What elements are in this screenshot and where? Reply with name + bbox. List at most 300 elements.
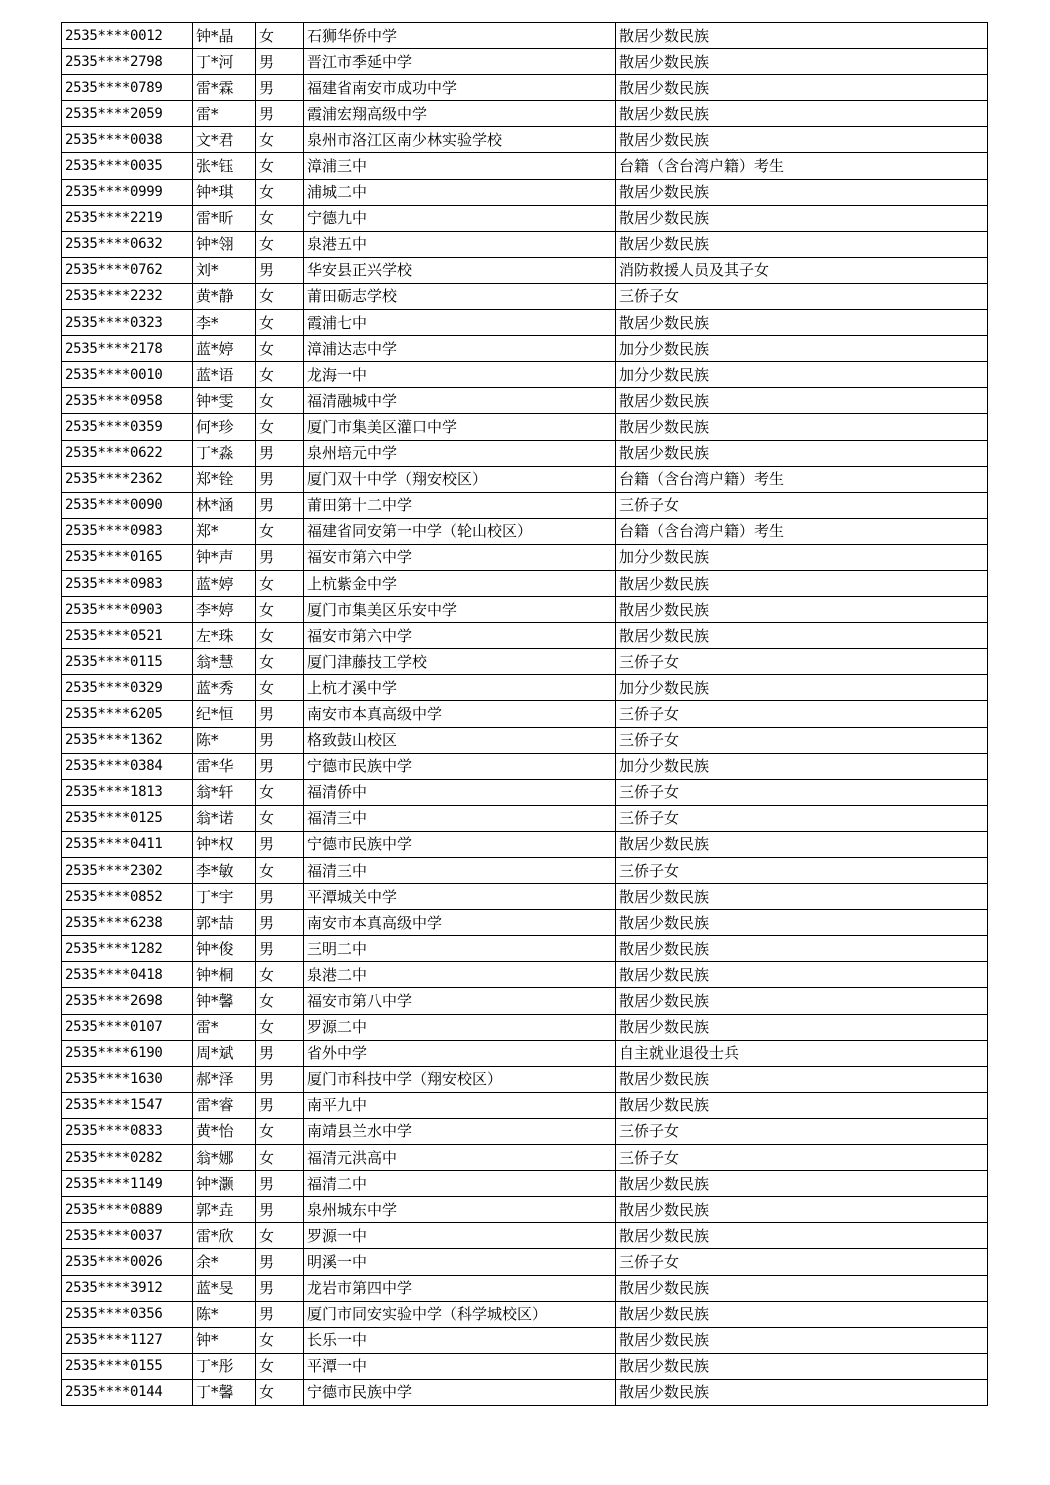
student-name-cell: 郭*垚 bbox=[193, 1197, 256, 1223]
table-row bbox=[62, 884, 988, 910]
exam-number-cell: 2535****3912 bbox=[62, 1275, 193, 1301]
table-row bbox=[62, 466, 988, 492]
school-cell: 厦门津藤技工学校 bbox=[304, 649, 616, 675]
student-name-cell: 钟*灏 bbox=[193, 1171, 256, 1197]
gender-cell: 男 bbox=[256, 701, 304, 727]
student-name-cell: 翁*慧 bbox=[193, 649, 256, 675]
table-row bbox=[62, 1040, 988, 1066]
category-cell: 三侨子女 bbox=[616, 701, 988, 727]
student-name-cell: 蓝*语 bbox=[193, 362, 256, 388]
student-name-cell: 左*珠 bbox=[193, 623, 256, 649]
student-name-cell: 钟*晶 bbox=[193, 23, 256, 49]
exam-number-cell: 2535****0632 bbox=[62, 231, 193, 257]
category-cell: 三侨子女 bbox=[616, 805, 988, 831]
table-row bbox=[62, 570, 988, 596]
exam-number-cell: 2535****2219 bbox=[62, 205, 193, 231]
exam-number-cell: 2535****0903 bbox=[62, 597, 193, 623]
category-cell: 散居少数民族 bbox=[616, 1353, 988, 1379]
exam-number-cell: 2535****2698 bbox=[62, 988, 193, 1014]
table-row bbox=[62, 179, 988, 205]
table-row bbox=[62, 205, 988, 231]
category-cell: 散居少数民族 bbox=[616, 831, 988, 857]
table-row bbox=[62, 805, 988, 831]
exam-number-cell: 2535****0155 bbox=[62, 1353, 193, 1379]
table-row bbox=[62, 1014, 988, 1040]
gender-cell: 女 bbox=[256, 962, 304, 988]
gender-cell: 女 bbox=[256, 336, 304, 362]
student-name-cell: 蓝*婷 bbox=[193, 336, 256, 362]
roster-table bbox=[61, 22, 988, 1406]
student-name-cell: 雷* bbox=[193, 1014, 256, 1040]
gender-cell: 女 bbox=[256, 231, 304, 257]
table-row bbox=[62, 153, 988, 179]
category-cell: 散居少数民族 bbox=[616, 310, 988, 336]
exam-number-cell: 2535****2178 bbox=[62, 336, 193, 362]
exam-number-cell: 2535****0999 bbox=[62, 179, 193, 205]
gender-cell: 男 bbox=[256, 1197, 304, 1223]
category-cell: 散居少数民族 bbox=[616, 1171, 988, 1197]
gender-cell: 女 bbox=[256, 805, 304, 831]
school-cell: 宁德市民族中学 bbox=[304, 831, 616, 857]
category-cell: 三侨子女 bbox=[616, 492, 988, 518]
exam-number-cell: 2535****1282 bbox=[62, 936, 193, 962]
category-cell: 散居少数民族 bbox=[616, 388, 988, 414]
student-name-cell: 雷*欣 bbox=[193, 1223, 256, 1249]
gender-cell: 男 bbox=[256, 1066, 304, 1092]
exam-number-cell: 2535****2232 bbox=[62, 283, 193, 309]
school-cell: 厦门市集美区乐安中学 bbox=[304, 597, 616, 623]
table-row bbox=[62, 649, 988, 675]
category-cell: 散居少数民族 bbox=[616, 1197, 988, 1223]
school-cell: 漳浦三中 bbox=[304, 153, 616, 179]
category-cell: 散居少数民族 bbox=[616, 440, 988, 466]
school-cell: 宁德市民族中学 bbox=[304, 753, 616, 779]
gender-cell: 女 bbox=[256, 675, 304, 701]
category-cell: 散居少数民族 bbox=[616, 1379, 988, 1405]
student-name-cell: 李*敏 bbox=[193, 858, 256, 884]
category-cell: 散居少数民族 bbox=[616, 1066, 988, 1092]
gender-cell: 男 bbox=[256, 1275, 304, 1301]
category-cell: 三侨子女 bbox=[616, 283, 988, 309]
student-name-cell: 郭*喆 bbox=[193, 910, 256, 936]
school-cell: 省外中学 bbox=[304, 1040, 616, 1066]
school-cell: 福安市第六中学 bbox=[304, 623, 616, 649]
gender-cell: 女 bbox=[256, 205, 304, 231]
student-name-cell: 郑* bbox=[193, 518, 256, 544]
gender-cell: 女 bbox=[256, 1379, 304, 1405]
category-cell: 自主就业退役士兵 bbox=[616, 1040, 988, 1066]
school-cell: 罗源一中 bbox=[304, 1223, 616, 1249]
gender-cell: 男 bbox=[256, 440, 304, 466]
school-cell: 平潭城关中学 bbox=[304, 884, 616, 910]
category-cell: 散居少数民族 bbox=[616, 179, 988, 205]
gender-cell: 女 bbox=[256, 414, 304, 440]
school-cell: 漳浦达志中学 bbox=[304, 336, 616, 362]
student-name-cell: 雷*华 bbox=[193, 753, 256, 779]
category-cell: 加分少数民族 bbox=[616, 753, 988, 779]
table-row bbox=[62, 1197, 988, 1223]
student-name-cell: 郝*泽 bbox=[193, 1066, 256, 1092]
gender-cell: 女 bbox=[256, 1014, 304, 1040]
school-cell: 石狮华侨中学 bbox=[304, 23, 616, 49]
table-row bbox=[62, 675, 988, 701]
school-cell: 福清侨中 bbox=[304, 779, 616, 805]
table-row bbox=[62, 597, 988, 623]
table-row bbox=[62, 49, 988, 75]
gender-cell: 女 bbox=[256, 179, 304, 205]
gender-cell: 女 bbox=[256, 23, 304, 49]
student-name-cell: 蓝*秀 bbox=[193, 675, 256, 701]
table-row bbox=[62, 101, 988, 127]
exam-number-cell: 2535****0411 bbox=[62, 831, 193, 857]
exam-number-cell: 2535****1630 bbox=[62, 1066, 193, 1092]
student-name-cell: 张*钰 bbox=[193, 153, 256, 179]
school-cell: 福清融城中学 bbox=[304, 388, 616, 414]
gender-cell: 女 bbox=[256, 310, 304, 336]
student-name-cell: 钟*俊 bbox=[193, 936, 256, 962]
exam-number-cell: 2535****0026 bbox=[62, 1249, 193, 1275]
school-cell: 厦门双十中学（翔安校区） bbox=[304, 466, 616, 492]
school-cell: 宁德市民族中学 bbox=[304, 1379, 616, 1405]
exam-number-cell: 2535****0038 bbox=[62, 127, 193, 153]
exam-number-cell: 2535****0107 bbox=[62, 1014, 193, 1040]
exam-number-cell: 2535****0359 bbox=[62, 414, 193, 440]
exam-number-cell: 2535****0282 bbox=[62, 1145, 193, 1171]
gender-cell: 男 bbox=[256, 75, 304, 101]
school-cell: 泉州城东中学 bbox=[304, 1197, 616, 1223]
student-name-cell: 翁*轩 bbox=[193, 779, 256, 805]
category-cell: 散居少数民族 bbox=[616, 597, 988, 623]
gender-cell: 男 bbox=[256, 466, 304, 492]
exam-number-cell: 2535****6205 bbox=[62, 701, 193, 727]
table-row bbox=[62, 388, 988, 414]
table-row bbox=[62, 1249, 988, 1275]
table-row bbox=[62, 310, 988, 336]
gender-cell: 女 bbox=[256, 1353, 304, 1379]
student-name-cell: 刘* bbox=[193, 257, 256, 283]
category-cell: 散居少数民族 bbox=[616, 127, 988, 153]
category-cell: 消防救援人员及其子女 bbox=[616, 257, 988, 283]
school-cell: 宁德九中 bbox=[304, 205, 616, 231]
exam-number-cell: 2535****0010 bbox=[62, 362, 193, 388]
student-name-cell: 蓝*婷 bbox=[193, 570, 256, 596]
category-cell: 散居少数民族 bbox=[616, 205, 988, 231]
exam-number-cell: 2535****0356 bbox=[62, 1301, 193, 1327]
school-cell: 莆田第十二中学 bbox=[304, 492, 616, 518]
table-row bbox=[62, 779, 988, 805]
school-cell: 上杭紫金中学 bbox=[304, 570, 616, 596]
school-cell: 福清三中 bbox=[304, 805, 616, 831]
exam-number-cell: 2535****0035 bbox=[62, 153, 193, 179]
table-row bbox=[62, 1379, 988, 1405]
category-cell: 散居少数民族 bbox=[616, 1014, 988, 1040]
school-cell: 三明二中 bbox=[304, 936, 616, 962]
table-row bbox=[62, 936, 988, 962]
table-row bbox=[62, 1118, 988, 1144]
exam-number-cell: 2535****0889 bbox=[62, 1197, 193, 1223]
student-name-cell: 钟*琪 bbox=[193, 179, 256, 205]
student-name-cell: 雷* bbox=[193, 101, 256, 127]
category-cell: 三侨子女 bbox=[616, 858, 988, 884]
student-name-cell: 钟*馨 bbox=[193, 988, 256, 1014]
school-cell: 晋江市季延中学 bbox=[304, 49, 616, 75]
student-name-cell: 陈* bbox=[193, 727, 256, 753]
school-cell: 泉州培元中学 bbox=[304, 440, 616, 466]
school-cell: 霞浦七中 bbox=[304, 310, 616, 336]
exam-number-cell: 2535****0762 bbox=[62, 257, 193, 283]
school-cell: 厦门市集美区灌口中学 bbox=[304, 414, 616, 440]
category-cell: 散居少数民族 bbox=[616, 1301, 988, 1327]
school-cell: 莆田砺志学校 bbox=[304, 283, 616, 309]
category-cell: 散居少数民族 bbox=[616, 1223, 988, 1249]
category-cell: 加分少数民族 bbox=[616, 336, 988, 362]
exam-number-cell: 2535****6190 bbox=[62, 1040, 193, 1066]
exam-number-cell: 2535****0115 bbox=[62, 649, 193, 675]
table-row bbox=[62, 1066, 988, 1092]
table-row bbox=[62, 414, 988, 440]
table-row bbox=[62, 962, 988, 988]
school-cell: 南平九中 bbox=[304, 1092, 616, 1118]
school-cell: 龙岩市第四中学 bbox=[304, 1275, 616, 1301]
table-row bbox=[62, 910, 988, 936]
table-row bbox=[62, 623, 988, 649]
student-name-cell: 陈* bbox=[193, 1301, 256, 1327]
category-cell: 散居少数民族 bbox=[616, 101, 988, 127]
table-row bbox=[62, 831, 988, 857]
school-cell: 福建省同安第一中学（轮山校区） bbox=[304, 518, 616, 544]
exam-number-cell: 2535****0958 bbox=[62, 388, 193, 414]
exam-number-cell: 2535****0852 bbox=[62, 884, 193, 910]
table-row bbox=[62, 518, 988, 544]
table-row bbox=[62, 127, 988, 153]
gender-cell: 女 bbox=[256, 623, 304, 649]
table-row bbox=[62, 231, 988, 257]
gender-cell: 男 bbox=[256, 101, 304, 127]
exam-number-cell: 2535****1149 bbox=[62, 1171, 193, 1197]
school-cell: 厦门市科技中学（翔安校区） bbox=[304, 1066, 616, 1092]
gender-cell: 女 bbox=[256, 1223, 304, 1249]
gender-cell: 女 bbox=[256, 388, 304, 414]
gender-cell: 女 bbox=[256, 1145, 304, 1171]
category-cell: 三侨子女 bbox=[616, 779, 988, 805]
exam-number-cell: 2535****0090 bbox=[62, 492, 193, 518]
school-cell: 南安市本真高级中学 bbox=[304, 910, 616, 936]
student-name-cell: 周*斌 bbox=[193, 1040, 256, 1066]
gender-cell: 男 bbox=[256, 1092, 304, 1118]
student-name-cell: 黄*怡 bbox=[193, 1118, 256, 1144]
exam-number-cell: 2535****0833 bbox=[62, 1118, 193, 1144]
category-cell: 加分少数民族 bbox=[616, 544, 988, 570]
table-row bbox=[62, 492, 988, 518]
gender-cell: 女 bbox=[256, 362, 304, 388]
category-cell: 散居少数民族 bbox=[616, 75, 988, 101]
gender-cell: 女 bbox=[256, 518, 304, 544]
category-cell: 台籍（含台湾户籍）考生 bbox=[616, 153, 988, 179]
school-cell: 长乐一中 bbox=[304, 1327, 616, 1353]
student-name-cell: 丁*馨 bbox=[193, 1379, 256, 1405]
gender-cell: 男 bbox=[256, 544, 304, 570]
school-cell: 泉港五中 bbox=[304, 231, 616, 257]
gender-cell: 女 bbox=[256, 570, 304, 596]
exam-number-cell: 2535****0418 bbox=[62, 962, 193, 988]
gender-cell: 男 bbox=[256, 884, 304, 910]
category-cell: 散居少数民族 bbox=[616, 570, 988, 596]
student-name-cell: 纪*恒 bbox=[193, 701, 256, 727]
student-name-cell: 翁*诺 bbox=[193, 805, 256, 831]
category-cell: 散居少数民族 bbox=[616, 988, 988, 1014]
gender-cell: 女 bbox=[256, 127, 304, 153]
school-cell: 上杭才溪中学 bbox=[304, 675, 616, 701]
category-cell: 三侨子女 bbox=[616, 727, 988, 753]
exam-number-cell: 2535****2302 bbox=[62, 858, 193, 884]
category-cell: 散居少数民族 bbox=[616, 414, 988, 440]
category-cell: 三侨子女 bbox=[616, 649, 988, 675]
table-row bbox=[62, 1275, 988, 1301]
student-name-cell: 钟*声 bbox=[193, 544, 256, 570]
student-name-cell: 文*君 bbox=[193, 127, 256, 153]
exam-number-cell: 2535****2059 bbox=[62, 101, 193, 127]
school-cell: 福清元洪高中 bbox=[304, 1145, 616, 1171]
exam-number-cell: 2535****1362 bbox=[62, 727, 193, 753]
gender-cell: 女 bbox=[256, 597, 304, 623]
school-cell: 厦门市同安实验中学（科学城校区） bbox=[304, 1301, 616, 1327]
gender-cell: 女 bbox=[256, 988, 304, 1014]
school-cell: 华安县正兴学校 bbox=[304, 257, 616, 283]
school-cell: 福清二中 bbox=[304, 1171, 616, 1197]
category-cell: 散居少数民族 bbox=[616, 1092, 988, 1118]
table-row bbox=[62, 1327, 988, 1353]
gender-cell: 女 bbox=[256, 858, 304, 884]
gender-cell: 男 bbox=[256, 910, 304, 936]
gender-cell: 男 bbox=[256, 492, 304, 518]
category-cell: 加分少数民族 bbox=[616, 675, 988, 701]
category-cell: 散居少数民族 bbox=[616, 962, 988, 988]
gender-cell: 男 bbox=[256, 936, 304, 962]
category-cell: 散居少数民族 bbox=[616, 910, 988, 936]
student-name-cell: 蓝*旻 bbox=[193, 1275, 256, 1301]
gender-cell: 女 bbox=[256, 779, 304, 805]
category-cell: 散居少数民族 bbox=[616, 623, 988, 649]
school-cell: 南安市本真高级中学 bbox=[304, 701, 616, 727]
school-cell: 福清三中 bbox=[304, 858, 616, 884]
exam-number-cell: 2535****0622 bbox=[62, 440, 193, 466]
school-cell: 明溪一中 bbox=[304, 1249, 616, 1275]
category-cell: 散居少数民族 bbox=[616, 884, 988, 910]
table-row bbox=[62, 1171, 988, 1197]
school-cell: 罗源二中 bbox=[304, 1014, 616, 1040]
exam-number-cell: 2535****0983 bbox=[62, 518, 193, 544]
gender-cell: 男 bbox=[256, 1040, 304, 1066]
gender-cell: 男 bbox=[256, 753, 304, 779]
exam-number-cell: 2535****0384 bbox=[62, 753, 193, 779]
gender-cell: 男 bbox=[256, 49, 304, 75]
category-cell: 散居少数民族 bbox=[616, 1275, 988, 1301]
category-cell: 散居少数民族 bbox=[616, 23, 988, 49]
student-name-cell: 雷*霖 bbox=[193, 75, 256, 101]
student-name-cell: 丁*淼 bbox=[193, 440, 256, 466]
category-cell: 散居少数民族 bbox=[616, 1327, 988, 1353]
table-row bbox=[62, 858, 988, 884]
gender-cell: 男 bbox=[256, 1171, 304, 1197]
exam-number-cell: 2535****0789 bbox=[62, 75, 193, 101]
student-name-cell: 丁*河 bbox=[193, 49, 256, 75]
category-cell: 台籍（含台湾户籍）考生 bbox=[616, 466, 988, 492]
student-name-cell: 翁*娜 bbox=[193, 1145, 256, 1171]
student-name-cell: 李*婷 bbox=[193, 597, 256, 623]
exam-number-cell: 2535****0521 bbox=[62, 623, 193, 649]
exam-number-cell: 2535****0144 bbox=[62, 1379, 193, 1405]
school-cell: 霞浦宏翔高级中学 bbox=[304, 101, 616, 127]
table-row bbox=[62, 336, 988, 362]
student-name-cell: 雷*睿 bbox=[193, 1092, 256, 1118]
category-cell: 散居少数民族 bbox=[616, 231, 988, 257]
table-row bbox=[62, 1223, 988, 1249]
student-name-cell: 雷*昕 bbox=[193, 205, 256, 231]
student-name-cell: 钟*桐 bbox=[193, 962, 256, 988]
table-row bbox=[62, 283, 988, 309]
exam-number-cell: 2535****6238 bbox=[62, 910, 193, 936]
student-name-cell: 余* bbox=[193, 1249, 256, 1275]
gender-cell: 女 bbox=[256, 1327, 304, 1353]
student-name-cell: 丁*彤 bbox=[193, 1353, 256, 1379]
student-name-cell: 钟*权 bbox=[193, 831, 256, 857]
exam-number-cell: 2535****0165 bbox=[62, 544, 193, 570]
school-cell: 南靖县兰水中学 bbox=[304, 1118, 616, 1144]
exam-number-cell: 2535****0983 bbox=[62, 570, 193, 596]
student-name-cell: 丁*宇 bbox=[193, 884, 256, 910]
exam-number-cell: 2535****1127 bbox=[62, 1327, 193, 1353]
school-cell: 泉港二中 bbox=[304, 962, 616, 988]
table-row bbox=[62, 1145, 988, 1171]
school-cell: 格致鼓山校区 bbox=[304, 727, 616, 753]
school-cell: 龙海一中 bbox=[304, 362, 616, 388]
student-name-cell: 黄*静 bbox=[193, 283, 256, 309]
category-cell: 散居少数民族 bbox=[616, 936, 988, 962]
table-row bbox=[62, 362, 988, 388]
gender-cell: 男 bbox=[256, 1301, 304, 1327]
table-row bbox=[62, 727, 988, 753]
exam-number-cell: 2535****2798 bbox=[62, 49, 193, 75]
school-cell: 福安市第八中学 bbox=[304, 988, 616, 1014]
exam-number-cell: 2535****0323 bbox=[62, 310, 193, 336]
gender-cell: 男 bbox=[256, 1249, 304, 1275]
student-name-cell: 林*涵 bbox=[193, 492, 256, 518]
student-name-cell: 钟* bbox=[193, 1327, 256, 1353]
category-cell: 台籍（含台湾户籍）考生 bbox=[616, 518, 988, 544]
table-row bbox=[62, 701, 988, 727]
gender-cell: 女 bbox=[256, 649, 304, 675]
exam-number-cell: 2535****0012 bbox=[62, 23, 193, 49]
gender-cell: 女 bbox=[256, 1118, 304, 1144]
gender-cell: 男 bbox=[256, 831, 304, 857]
table-row bbox=[62, 257, 988, 283]
category-cell: 散居少数民族 bbox=[616, 49, 988, 75]
table-row bbox=[62, 23, 988, 49]
category-cell: 三侨子女 bbox=[616, 1118, 988, 1144]
table-row bbox=[62, 1353, 988, 1379]
roster-body bbox=[62, 23, 988, 1406]
school-cell: 泉州市洛江区南少林实验学校 bbox=[304, 127, 616, 153]
table-row bbox=[62, 1301, 988, 1327]
school-cell: 福建省南安市成功中学 bbox=[304, 75, 616, 101]
school-cell: 福安市第六中学 bbox=[304, 544, 616, 570]
gender-cell: 女 bbox=[256, 153, 304, 179]
table-row bbox=[62, 1092, 988, 1118]
exam-number-cell: 2535****0329 bbox=[62, 675, 193, 701]
student-name-cell: 郑*铨 bbox=[193, 466, 256, 492]
gender-cell: 男 bbox=[256, 727, 304, 753]
exam-number-cell: 2535****0125 bbox=[62, 805, 193, 831]
